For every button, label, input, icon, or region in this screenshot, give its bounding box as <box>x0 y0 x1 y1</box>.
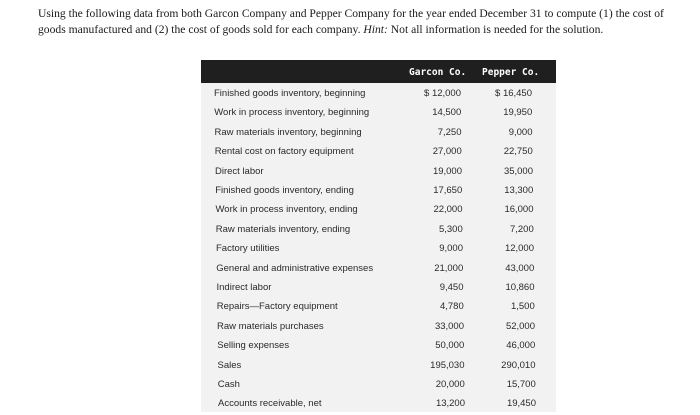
garcon-value: 20,000 <box>435 379 465 390</box>
garcon-value: 13,200 <box>435 398 465 410</box>
pepper-value: 9,000 <box>508 126 533 138</box>
question-body: Using the following data from both Garcon Company and Pepper Company for the year ended December 31 to compute (1) the cost of goods manufactured and (2) the cost of goods sold for each company. <box>38 7 664 36</box>
garcon-value: 9,000 <box>439 243 463 255</box>
pepper-value: 52,000 <box>505 320 535 332</box>
pepper-value: 19,950 <box>503 107 533 119</box>
garcon-value: 19,000 <box>432 165 462 177</box>
question-text <box>38 6 693 38</box>
garcon-value: 27,000 <box>432 146 462 158</box>
garcon-value: 22,000 <box>433 204 463 216</box>
pepper-value: 35,000 <box>503 165 533 177</box>
pepper-value: 22,750 <box>503 146 533 158</box>
pepper-value: 13,300 <box>504 185 534 196</box>
garcon-value: 4,780 <box>439 301 464 313</box>
row-label: Rental cost on factory equipment <box>214 146 354 158</box>
data-table <box>201 60 556 412</box>
pepper-value: 19,450 <box>506 398 536 410</box>
row-label: Indirect labor <box>216 282 272 293</box>
pepper-value: 1,500 <box>510 301 535 313</box>
row-label: Selling expenses <box>217 340 290 352</box>
row-label: Accounts receivable, net <box>218 398 322 410</box>
row-label: Work in process inventory, beginning <box>214 107 370 119</box>
garcon-value: 9,450 <box>439 282 464 293</box>
table-header <box>201 60 556 83</box>
pepper-value: 10,860 <box>505 282 535 293</box>
row-label: Raw materials inventory, ending <box>215 223 351 235</box>
garcon-value: $ 12,000 <box>424 88 461 99</box>
hint-text: Not all information is needed for the solution. <box>387 23 604 36</box>
column-header-garcon: Garcon Co. <box>409 67 467 78</box>
pepper-value: 7,200 <box>509 223 534 235</box>
pepper-value: 43,000 <box>505 262 535 274</box>
pepper-value: 15,700 <box>506 379 536 390</box>
row-label: Repairs—Factory equipment <box>216 301 338 313</box>
row-label: General and administrative expenses <box>216 262 374 274</box>
pepper-value: $ 16,450 <box>495 88 532 99</box>
row-label: Work in process inventory, ending <box>215 204 358 216</box>
row-label: Factory utilities <box>216 243 280 255</box>
garcon-value: 17,650 <box>433 185 463 196</box>
row-label: Sales <box>217 359 242 371</box>
garcon-value: 7,250 <box>437 126 462 138</box>
garcon-value: 195,030 <box>430 359 465 371</box>
row-label: Finished goods inventory, beginning <box>214 88 366 99</box>
garcon-value: 14,500 <box>432 107 462 119</box>
pepper-value: 12,000 <box>504 243 534 255</box>
garcon-value: 50,000 <box>435 340 465 352</box>
row-label: Cash <box>217 379 240 390</box>
pepper-value: 16,000 <box>504 204 534 216</box>
garcon-value: 5,300 <box>438 223 463 235</box>
hint-label: Hint: <box>363 23 388 36</box>
row-label: Finished goods inventory, ending <box>215 185 354 196</box>
pepper-value: 290,010 <box>501 359 536 371</box>
row-label: Raw materials purchases <box>217 320 324 332</box>
garcon-value: 21,000 <box>434 262 464 274</box>
pepper-value: 46,000 <box>506 340 536 352</box>
column-header-pepper: Pepper Co. <box>482 67 540 78</box>
garcon-value: 33,000 <box>434 320 464 332</box>
row-label: Raw materials inventory, beginning <box>214 126 362 138</box>
row-label: Direct labor <box>215 165 264 177</box>
